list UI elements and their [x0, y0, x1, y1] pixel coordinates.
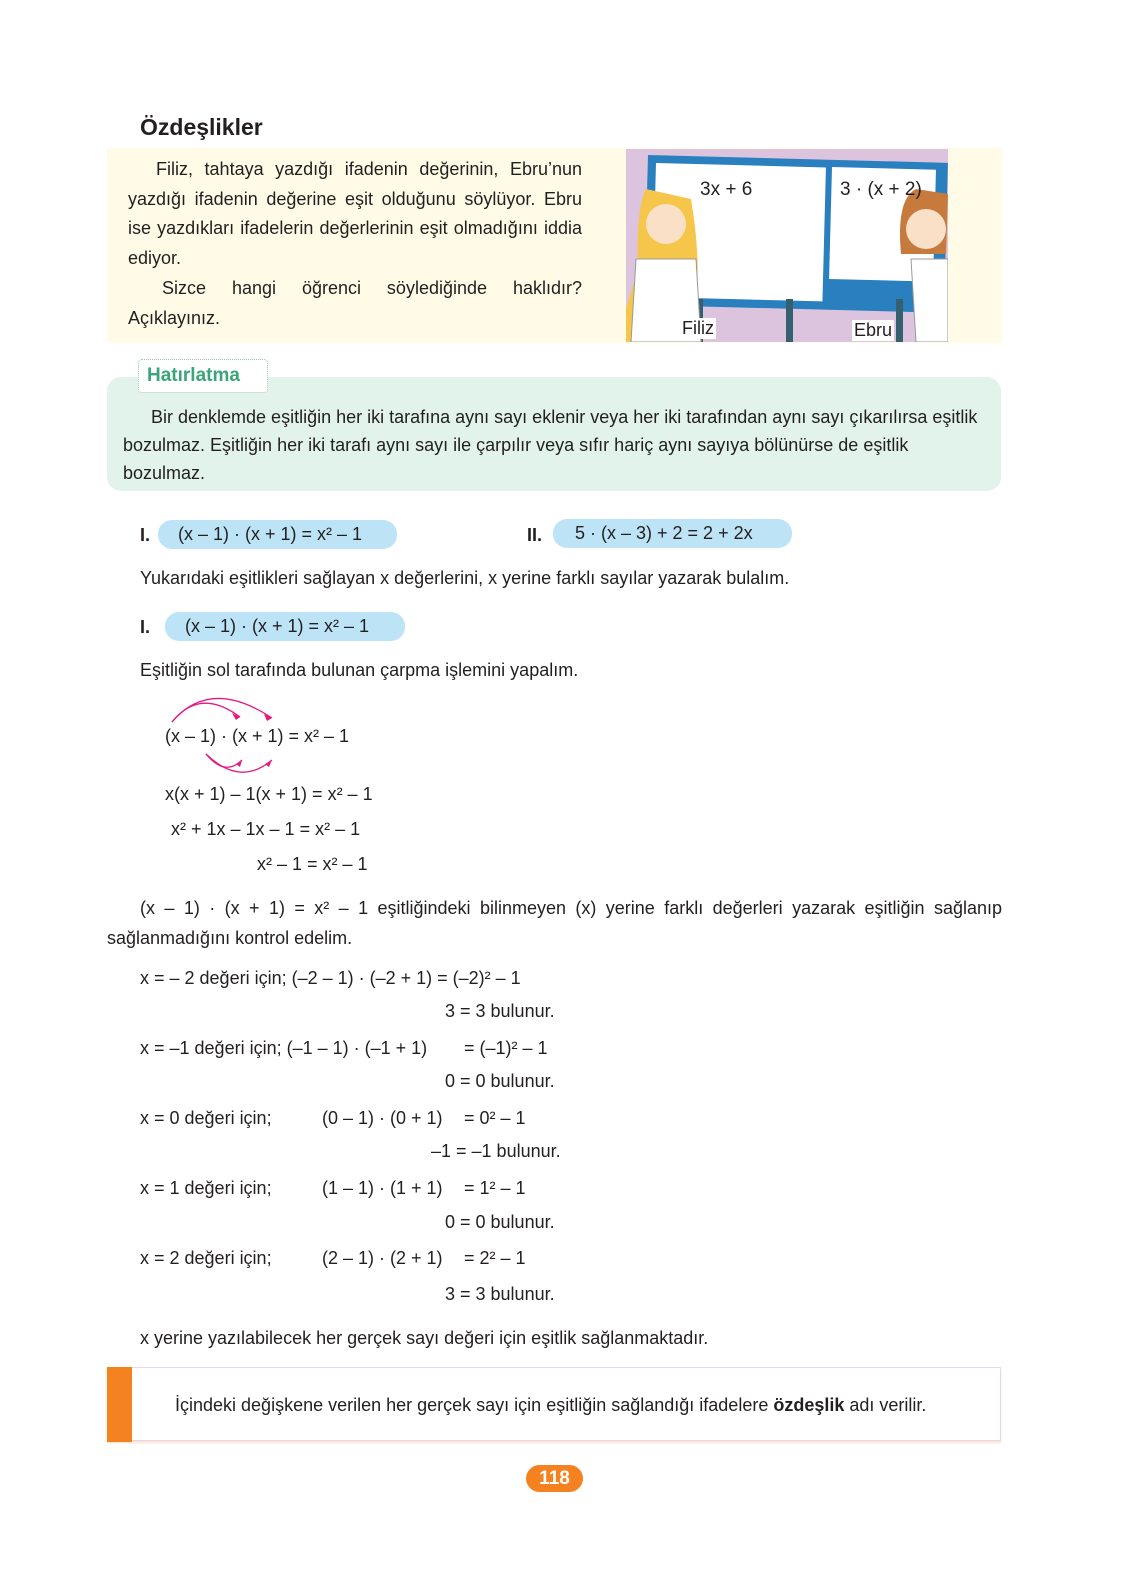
classroom-illustration — [626, 149, 948, 342]
name-label-filiz: Filiz — [682, 318, 714, 338]
definition-term: özdeşlik — [773, 1395, 845, 1415]
instruction-text: Yukarıdaki eşitlikleri sağlayan x değerlerini, x yerine farklı sayılar yazarak bulalım. — [140, 568, 790, 588]
check-expr: (0 – 1) · (0 + 1) — [322, 1108, 443, 1128]
definition-before: İçindeki değişkene verilen her gerçek sayı için eşitliğin sağlandığı ifadelere — [175, 1395, 774, 1415]
step-text: Eşitliğin sol tarafında bulunan çarpma işlemini yapalım. — [140, 660, 579, 680]
whiteboard-drawing — [626, 149, 948, 342]
name-label-ebru: Ebru — [854, 320, 893, 340]
check-rhs: = 0² – 1 — [464, 1108, 526, 1128]
intro-paragraph-2: Sizce hangi öğrenci söylediğinde haklıdır? Açıklayınız. — [128, 277, 582, 328]
definition-text — [175, 1394, 926, 1416]
part1-pill: (x – 1) · (x + 1) = x² – 1 — [165, 612, 405, 641]
reminder-label: Hatırlatma — [138, 359, 268, 393]
check-result: 3 = 3 bulunur. — [445, 1001, 555, 1021]
step-line-3: x² + 1x – 1x – 1 = x² – 1 — [171, 819, 361, 839]
step-line-1: (x – 1) · (x + 1) = x² – 1 — [165, 726, 350, 746]
equation-i-pill: (x – 1) · (x + 1) = x² – 1 — [158, 520, 397, 549]
check-rhs: = (–1)² – 1 — [464, 1038, 548, 1058]
equation-ii-label: II. — [527, 525, 543, 545]
conclusion-text: x yerine yazılabilecek her gerçek sayı değeri için eşitlik sağlanmaktadır. — [140, 1328, 709, 1348]
board-left-text: 3x + 6 — [700, 179, 753, 200]
part1-label: I. — [140, 617, 151, 637]
check-label: x = –1 değeri için; (–1 – 1) · (–1 + 1) — [140, 1038, 428, 1058]
check-result: –1 = –1 bulunur. — [431, 1141, 561, 1161]
check-text: (x – 1) · (x + 1) = x² – 1 eşitliğindeki bilinmeyen (x) yerine farklı değerleri yazarak eşitliğin sağlanıp sağlanmadığını kontrol edelim. — [107, 898, 1002, 948]
definition-accent-bar — [107, 1367, 132, 1442]
check-rhs: = 1² – 1 — [464, 1178, 526, 1198]
check-rhs: = 2² – 1 — [464, 1248, 526, 1268]
definition-after: adı verilir. — [844, 1395, 927, 1415]
page-number: 118 — [526, 1465, 583, 1492]
step-line-4: x² – 1 = x² – 1 — [257, 854, 368, 874]
reminder-text: Bir denklemde eşitliğin her iki tarafına aynı sayı eklenir veya her iki tarafından aynı sayı çıkarılırsa eşitlik bozulmaz. Eşitliğin her iki tarafı aynı sayı ile çarpılır veya sıfır hariç aynı sayıya bölünürse de eşitlik bozulmaz. — [123, 407, 978, 483]
intro-text — [128, 155, 582, 333]
page-title: Özdeşlikler — [140, 114, 263, 140]
equation-ii-pill: 5 · (x – 3) + 2 = 2 + 2x — [553, 519, 792, 548]
check-label: x = 1 değeri için; — [140, 1178, 272, 1198]
intro-paragraph-1: Filiz, tahtaya yazdığı ifadenin değerinin, Ebru’nun yazdığı ifadenin değerine eşit olduğunu söylüyor. Ebru ise yazdıkları ifadelerin değerlerinin eşit olmadığını iddia ediyor. — [128, 159, 582, 269]
equation-i-label: I. — [140, 525, 151, 545]
check-expr: (2 – 1) · (2 + 1) — [322, 1248, 443, 1268]
check-label: x = 0 değeri için; — [140, 1108, 272, 1128]
step-line-2: x(x + 1) – 1(x + 1) = x² – 1 — [165, 784, 373, 804]
check-result: 3 = 3 bulunur. — [445, 1284, 555, 1304]
check-result: 0 = 0 bulunur. — [445, 1212, 555, 1232]
check-label: x = – 2 değeri için; (–2 – 1) · (–2 + 1) = (–2)² – 1 — [140, 968, 521, 988]
check-result: 0 = 0 bulunur. — [445, 1071, 555, 1091]
board-right-text: 3 · (x + 2) — [840, 179, 922, 200]
check-expr: (1 – 1) · (1 + 1) — [322, 1178, 443, 1198]
check-label: x = 2 değeri için; — [140, 1248, 272, 1268]
